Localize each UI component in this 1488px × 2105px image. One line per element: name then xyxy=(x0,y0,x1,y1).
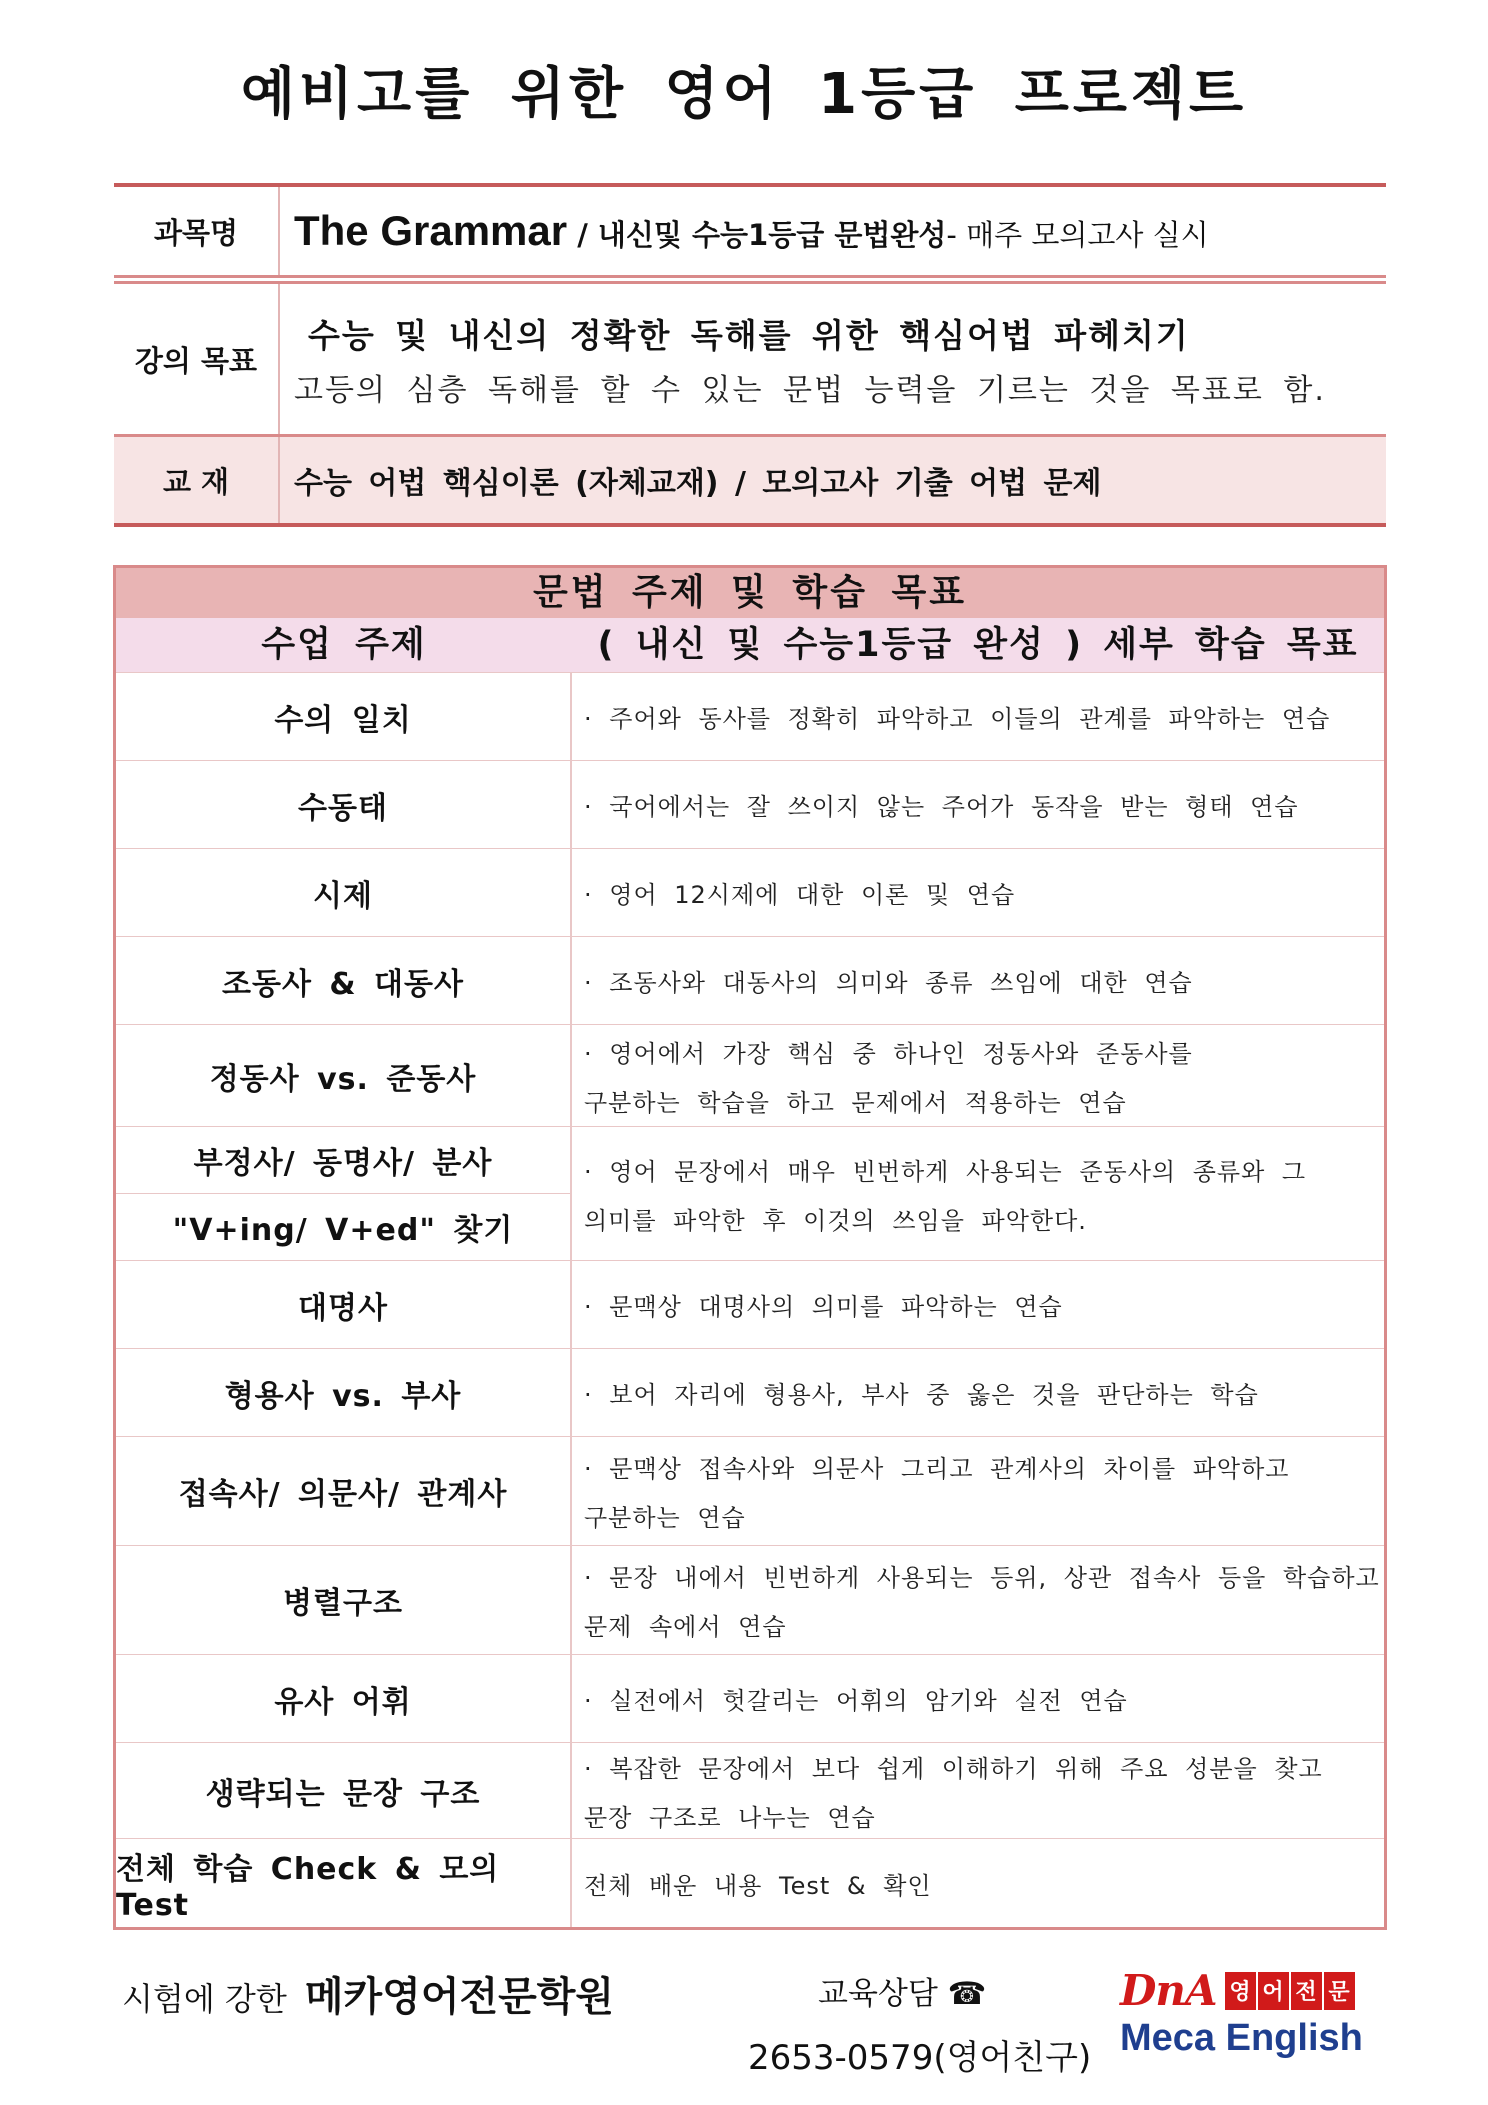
row-topic: 부정사/ 동명사/ 분사 xyxy=(193,1146,493,1181)
row-topic: 유사 어휘 xyxy=(116,1655,572,1742)
row-goal-line: 문장 구조로 나누는 연습 xyxy=(584,1803,876,1832)
logo-box-char: 문 xyxy=(1324,1972,1355,2010)
row-goal xyxy=(572,1546,1384,1654)
row-topic: 조동사 & 대동사 xyxy=(116,937,572,1024)
row-goal xyxy=(572,1349,1384,1436)
textbook-label: 교 재 xyxy=(114,437,280,523)
row-goal xyxy=(572,1025,1384,1126)
row-goal-line: · 주어와 동사를 정확히 파악하고 이들의 관계를 파악하는 연습 xyxy=(584,705,1331,733)
row-goal-line: · 조동사와 대동사의 의미와 종류 쓰임에 대한 연습 xyxy=(584,969,1193,997)
logo-korean-boxes xyxy=(1225,1972,1357,2010)
goal-value xyxy=(280,310,1326,409)
logo-top-line xyxy=(1120,1966,1380,2015)
column-header-topic: 수업 주제 xyxy=(261,625,427,665)
course-note: - 매주 모의고사 실시 xyxy=(946,218,1209,252)
table-row xyxy=(116,1742,1384,1838)
row-topic-split xyxy=(116,1127,572,1260)
table-row xyxy=(116,1654,1384,1742)
row-goal-line: 의미를 파악한 후 이것의 쓰임을 파악한다. xyxy=(584,1206,1087,1235)
page-title: 예비고를 위한 영어 1등급 프로젝트 xyxy=(240,62,1248,127)
row-goal-line: · 실전에서 헛갈리는 어휘의 암기와 실전 연습 xyxy=(584,1687,1128,1715)
row-goal xyxy=(572,1261,1384,1348)
goal-main: 수능 및 내신의 정확한 독해를 위한 핵심어법 파헤치기 xyxy=(308,315,1190,355)
row-goal xyxy=(572,1743,1384,1838)
row-topic: 생략되는 문장 구조 xyxy=(116,1743,572,1838)
course-value xyxy=(280,207,1209,255)
row-goal-line: · 국어에서는 잘 쓰이지 않는 주어가 동작을 받는 형태 연습 xyxy=(584,793,1299,821)
table-row xyxy=(116,760,1384,848)
row-goal xyxy=(572,1655,1384,1742)
row-goal xyxy=(572,761,1384,848)
tagline-text: 시험에 강한 xyxy=(122,1980,287,2018)
table-row xyxy=(116,672,1384,760)
row-topic: 접속사/ 의문사/ 관계사 xyxy=(116,1437,572,1545)
row-topic: 수의 일치 xyxy=(116,673,572,760)
row-goal-line: · 보어 자리에 형용사, 부사 중 옳은 것을 판단하는 학습 xyxy=(584,1381,1259,1409)
course-info-table xyxy=(114,183,1386,527)
row-goal-line: · 영어 12시제에 대한 이론 및 연습 xyxy=(584,881,1016,909)
row-topic: 병렬구조 xyxy=(116,1546,572,1654)
table-row xyxy=(116,848,1384,936)
textbook-value: 수능 어법 핵심이론 (자체교재) / 모의고사 기출 어법 문제 xyxy=(294,466,1102,501)
logo-dna-text: DnA xyxy=(1120,1966,1217,2015)
goal-sub: 고등의 심층 독해를 할 수 있는 문법 능력을 기르는 것을 목표로 함. xyxy=(294,372,1326,408)
table-row xyxy=(116,1545,1384,1654)
row-goal-line: 구분하는 학습을 하고 문제에서 적용하는 연습 xyxy=(584,1088,1127,1117)
row-goal xyxy=(572,1839,1384,1927)
row-goal-line: · 영어에서 가장 핵심 중 하나인 정동사와 준동사를 xyxy=(584,1039,1193,1068)
phone-number: 2653-0579(영어친구) xyxy=(748,2038,1092,2078)
course-name-kr: / 내신및 수능1등급 문법완성 xyxy=(567,218,947,252)
course-name-en: The Grammar xyxy=(294,207,568,254)
table-row xyxy=(116,1436,1384,1545)
row-goal xyxy=(572,1437,1384,1545)
row-goal-line: · 문장 내에서 빈번하게 사용되는 등위, 상관 접속사 등을 학습하고 xyxy=(584,1564,1380,1592)
course-row xyxy=(114,183,1386,278)
textbook-row xyxy=(114,437,1386,527)
table-title: 문법 주제 및 학습 목표 xyxy=(116,568,1384,618)
row-topic: 대명사 xyxy=(116,1261,572,1348)
row-goal-line: · 문맥상 접속사와 의문사 그리고 관계사의 차이를 파악하고 xyxy=(584,1455,1290,1483)
row-goal-line: · 복잡한 문장에서 보다 쉽게 이해하기 위해 주요 성분을 찾고 xyxy=(584,1754,1323,1783)
table-row xyxy=(116,1126,1384,1260)
table-row xyxy=(116,1260,1384,1348)
row-topic: 형용사 vs. 부사 xyxy=(116,1349,572,1436)
row-goal xyxy=(572,849,1384,936)
logo-box-char: 영 xyxy=(1225,1972,1256,2010)
row-goal-line: 구분하는 연습 xyxy=(584,1504,746,1532)
table-column-headers xyxy=(116,618,1384,672)
row-goal-line: · 영어 문장에서 매우 빈번하게 사용되는 준동사의 종류와 그 xyxy=(584,1157,1307,1186)
column-header-goal: ( 내신 및 수능1등급 완성 ) 세부 학습 목표 xyxy=(597,625,1359,665)
row-goal-line: · 문맥상 대명사의 의미를 파악하는 연습 xyxy=(584,1293,1063,1321)
academy-tagline xyxy=(122,1965,614,2022)
goal-label: 강의 목표 xyxy=(114,284,280,434)
row-topic: 전체 학습 Check & 모의Test xyxy=(116,1839,572,1927)
row-goal xyxy=(572,673,1384,760)
row-goal xyxy=(572,1127,1384,1260)
logo-meca-english-text: Meca English xyxy=(1120,2017,1363,2059)
grammar-topics-table xyxy=(113,565,1387,1930)
row-topic: 시제 xyxy=(116,849,572,936)
dna-meca-english-logo xyxy=(1120,1966,1380,2066)
row-goal-line: 전체 배운 내용 Test & 확인 xyxy=(584,1871,932,1900)
table-row xyxy=(116,936,1384,1024)
logo-box-char: 전 xyxy=(1291,1972,1322,2010)
table-row xyxy=(116,1348,1384,1436)
logo-box-char: 어 xyxy=(1258,1972,1289,2010)
consult-label: 교육상담 ☎ xyxy=(818,1976,987,2012)
row-topic: 정동사 vs. 준동사 xyxy=(116,1025,572,1126)
table-row xyxy=(116,1024,1384,1126)
academy-name: 메카영어전문학원 xyxy=(304,1974,615,2020)
goal-row xyxy=(114,281,1386,437)
row-goal xyxy=(572,937,1384,1024)
row-goal-line: 문제 속에서 연습 xyxy=(584,1613,787,1641)
row-topic: 수동태 xyxy=(116,761,572,848)
row-topic-sub: "V+ing/ V+ed" 찾기 xyxy=(116,1193,570,1260)
course-label: 과목명 xyxy=(114,187,280,275)
table-row xyxy=(116,1838,1384,1927)
